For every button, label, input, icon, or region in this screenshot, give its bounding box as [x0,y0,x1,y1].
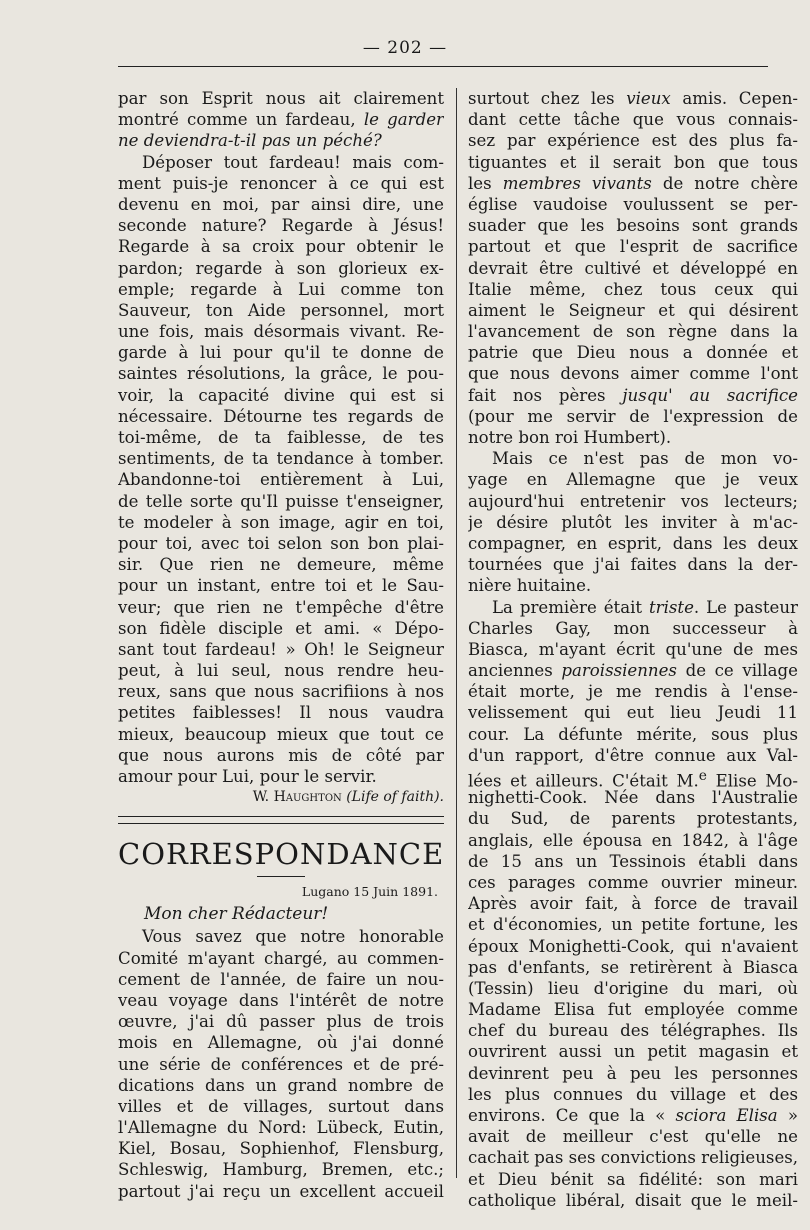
text-line: sant tout fardeau! » Oh! le Seigneur [118,639,444,659]
left-column [118,88,444,1202]
text-line: (pour me servir de l'expression de [468,406,798,426]
text-line: pas d'enfants, se retirèrent à Biasca [468,957,798,977]
text-line: environs. Ce que la « sciora Elisa » [468,1106,798,1125]
text-line: (Tessin) lieu d'origine du mari, où [468,978,798,998]
text-line: suader que les besoins sont grands [468,216,798,236]
text-line: lées et ailleurs. C'était M.$^e$ Elise Mo- [468,768,798,788]
text-line: une fois, mais désormais vivant. Re- [118,322,444,342]
text-line: pour toi, avec toi selon son bon plai- [118,533,444,553]
text-line: chef du bureau des télégraphes. Ils [468,1021,798,1041]
text-line: pardon; regarde à son glorieux ex- [118,258,444,278]
letter-line: Kiel, Bosau, Sophienhof, Flensburg, [118,1139,444,1159]
letter-text [118,926,444,1201]
page-number: — 202 — [362,38,448,58]
letter-line: villes et de villages, surtout dans [118,1096,444,1116]
text-line: ouvrirent aussi un petit magasin et [468,1042,798,1062]
text-line: Biasca, m'ayant écrit qu'une de mes [468,639,798,659]
right-column-text [468,88,798,1211]
text-line: Charles Gay, mon successeur à [468,618,798,638]
text-line: d'un rapport, d'être connue aux Val- [468,745,798,765]
text-line: te modeler à son image, agir en toi, [118,512,444,532]
signature-source: (Life of faith). [346,789,444,806]
letter-line: œuvre, j'ai dû passer plus de trois [118,1012,444,1032]
text-line: montré comme un fardeau, le garder [118,110,444,130]
text-line: que nous aurons mis de côté par [118,745,444,765]
title-underline [257,876,305,877]
text-line: nécessaire. Détourne tes regards de [118,406,444,426]
text-line: Déposer tout fardeau! mais com- [142,152,444,172]
column-divider [456,88,457,1178]
text-line: ment puis-je renoncer à ce qui est [118,173,444,193]
text-line: de telle sorte qu'Il puisse t'enseigner, [118,491,444,511]
text-line: que nous devons aimer comme l'ont [468,364,798,384]
text-line: Après avoir fait, à force de travail [468,894,798,914]
text-line: par son Esprit nous ait clairement [118,89,444,108]
text-line: ces parages comme ouvrier mineur. [468,872,798,892]
text-line: sentiments, de ta tendance à tomber. [118,449,444,469]
letter-line: veau voyage dans l'intérêt de notre [118,990,444,1010]
letter-line: Vous savez que notre honorable [142,927,444,947]
letter-salutation: Mon cher Rédacteur! [144,904,329,925]
section-title: CORRESPONDANCE [118,837,445,872]
text-line: ne deviendra-t-il pas un péché? [118,131,382,151]
text-line: dant cette tâche que vous connais- [468,110,798,130]
text-line: seconde nature? Regarde à Jésus! [118,216,444,236]
text-line: tournées que j'ai faites dans la der- [468,555,798,575]
text-line: devinrent peu à peu les personnes [468,1063,798,1083]
left-column-text [118,88,444,787]
letter-line: l'Allemagne du Nord: Lübeck, Eutin, [118,1118,444,1138]
section-separator [118,816,444,824]
text-line: amour pour Lui, pour le servir. [118,767,377,786]
text-line: l'avancement de son règne dans la [468,322,798,342]
text-line: Madame Elisa fut employée comme [468,1000,798,1020]
text-line: et d'économies, un petite fortune, les [468,915,798,935]
text-line: nière huitaine. [468,576,592,596]
text-line: partout et que l'esprit de sacrifice [468,237,798,257]
text-line: Mais ce n'est pas de mon vo- [492,449,798,469]
letter-line: Comité m'ayant chargé, au commen- [118,948,444,968]
text-line: emple; regarde à Lui comme ton [118,279,444,299]
text-line: anciennes paroissiennes de ce village [468,661,798,681]
text-line: tiguantes et il serait bon que tous [468,152,798,172]
letter-dateline: Lugano 15 Juin 1891. [301,884,438,900]
text-line: aiment le Seigneur et qui désirent [468,300,798,320]
text-line: pour un instant, entre toi et le Sau- [118,576,444,596]
letter-line: mois en Allemagne, où j'ai donné [118,1033,444,1053]
text-line: Sauveur, ton Aide personnel, mort [118,300,444,320]
text-line: nighetti-Cook. Née dans l'Australie [468,788,798,808]
text-line: Regarde à sa croix pour obtenir le [118,237,444,257]
text-line: Abandonne-toi entièrement à Lui, [118,470,444,490]
text-line: mieux, beaucoup mieux que tout ce [118,724,444,744]
text-line: reux, sans que nous sacrifiions à nos [118,682,444,702]
text-line: son fidèle disciple et ami. « Dépo- [118,618,444,638]
text-line: toi-même, de ta faiblesse, de tes [118,428,444,447]
letter-line: cement de l'année, de faire un nou- [118,969,444,989]
text-line: devrait être cultivé et développé en [468,258,798,278]
text-line: La première était triste. Le pasteur [492,597,798,617]
header-rule [118,66,768,67]
text-line: les membres vivants de notre chère [468,173,798,193]
text-line: devenu en moi, par ainsi dire, une [118,194,444,214]
text-line: les plus connues du village et des [468,1084,798,1104]
text-line: époux Monighetti-Cook, qui n'avaient [468,936,798,956]
text-line: voir, la capacité divine qui est si [118,385,444,405]
text-line: avait de meilleur c'est qu'elle ne [468,1127,798,1147]
text-line: de 15 ans un Tessinois établi dans [468,851,798,871]
text-line: compagner, en esprit, dans les deux [468,533,798,553]
letter-line: une série de conférences et de pré- [118,1054,444,1074]
text-line: garde à lui pour qu'il te donne de [118,343,444,363]
text-line: aujourd'hui entretenir vos lecteurs; [468,491,798,511]
text-line: notre bon roi Humbert). [468,428,672,447]
letter-line: Schleswig, Hamburg, Bremen, etc.; [118,1160,444,1180]
text-line: Italie même, chez tous ceux qui [468,279,798,299]
text-line: patrie que Dieu nous a donnée et [468,343,798,363]
text-line: sez par expérience est des plus fa- [468,131,798,151]
text-line: peut, à lui seul, nous rendre heu- [118,661,444,681]
text-line: petites faiblesses! Il nous vaudra [118,703,444,723]
signature-author: W. Haughton [252,789,342,806]
text-line: anglais, elle épousa en 1842, à l'âge [468,830,798,850]
text-line: du Sud, de parents protestants, [468,809,798,829]
text-line: sir. Que rien ne demeure, même [118,555,444,575]
text-line: était morte, je me rendis à l'ense- [468,682,798,702]
text-line: je désire plutôt les inviter à m'ac- [468,512,798,532]
article-signature [118,787,444,808]
letter-line: partout j'ai reçu un excellent accueil [118,1181,444,1201]
letter-line: dications dans un grand nombre de [118,1075,444,1095]
text-line: église vaudoise voulussent se per- [468,194,798,214]
text-line: velissement qui eut lieu Jeudi 11 [468,703,798,723]
text-line: veur; que rien ne t'empêche d'être [118,597,444,617]
text-line: et Dieu bénit sa fidélité: son mari [468,1169,798,1189]
text-line: yage en Allemagne que je veux [468,470,798,490]
text-line: surtout chez les vieux amis. Cepen- [468,89,798,108]
text-line: cour. La défunte mérite, sous plus [468,724,798,744]
text-line: catholique libéral, disait que le meil- [468,1190,798,1210]
text-line: cachait pas ses convictions religieuses, [468,1148,798,1168]
text-line: saintes résolutions, la grâce, le pou- [118,364,444,384]
text-line: fait nos pères jusqu' au sacrifice [468,385,798,405]
right-column [468,88,798,1211]
